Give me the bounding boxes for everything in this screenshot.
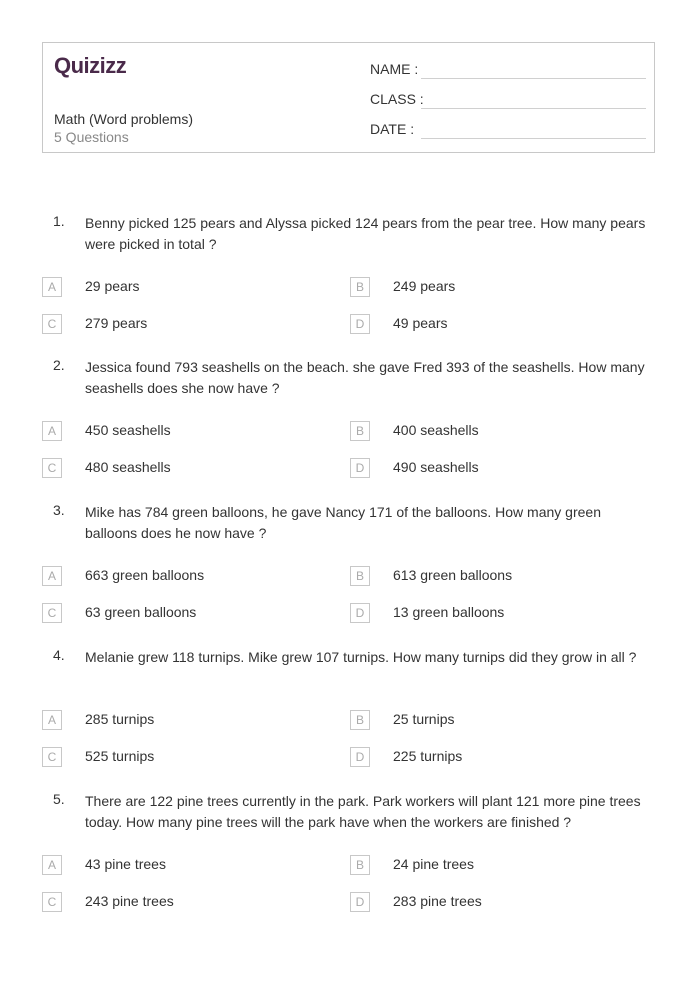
question-text: Jessica found 793 seashells on the beach. she gave Fred 393 of the seashells. How many seashells does she now have ? (85, 359, 645, 396)
option-text: 29 pears (85, 278, 140, 294)
option-text: 490 seashells (393, 459, 479, 475)
option-text: 25 turnips (393, 711, 455, 727)
class-label: CLASS : (370, 91, 424, 107)
question-text: Benny picked 125 pears and Alyssa picked 124 pears from the pear tree. How many pears were picked in total ? (85, 215, 646, 252)
question-number: 3. (53, 502, 65, 518)
name-label: NAME : (370, 61, 419, 77)
option-letter-box: D (350, 747, 370, 767)
option-letter-box: D (350, 892, 370, 912)
option-text: 283 pine trees (393, 893, 482, 909)
name-line (421, 78, 646, 79)
quizizz-logo: Quizizz (54, 53, 127, 78)
option-letter-box: B (350, 566, 370, 586)
option-letter-box: B (350, 277, 370, 297)
date-line (421, 138, 646, 139)
option-letter-box: C (42, 603, 62, 623)
option-letter-box: B (350, 710, 370, 730)
option-text: 49 pears (393, 315, 448, 331)
option-letter-box: B (350, 421, 370, 441)
date-label: DATE : (370, 121, 415, 137)
option-letter-box: D (350, 603, 370, 623)
worksheet-title: Math (Word problems) (54, 111, 194, 127)
class-line (421, 108, 646, 109)
option-text: 400 seashells (393, 422, 479, 438)
question-text: There are 122 pine trees currently in the park. Park workers will plant 121 more pine trees today. How many pine trees will the park have when the workers are finished ? (85, 793, 641, 830)
option-text: 243 pine trees (85, 893, 174, 909)
option-letter-box: A (42, 710, 62, 730)
option-text: 285 turnips (85, 711, 155, 727)
option-letter-box: C (42, 458, 62, 478)
option-letter-box: D (350, 314, 370, 334)
worksheet-header (42, 42, 655, 153)
option-text: 613 green balloons (393, 567, 513, 583)
option-letter-box: A (42, 421, 62, 441)
question-text: Melanie grew 118 turnips. Mike grew 107 turnips. How many turnips did they grow in all ? (85, 649, 637, 665)
option-text: 13 green balloons (393, 604, 505, 620)
option-letter-box: B (350, 855, 370, 875)
option-letter-box: D (350, 458, 370, 478)
option-letter-box: A (42, 855, 62, 875)
option-text: 480 seashells (85, 459, 171, 475)
option-text: 225 turnips (393, 748, 463, 764)
question-count: 5 Questions (54, 129, 129, 145)
option-text: 63 green balloons (85, 604, 197, 620)
question-text: Mike has 784 green balloons, he gave Nancy 171 of the balloons. How many green balloons does he now have ? (85, 504, 601, 541)
option-letter-box: C (42, 747, 62, 767)
question-number: 2. (53, 357, 65, 373)
question-number: 1. (53, 213, 65, 229)
option-letter-box: C (42, 314, 62, 334)
option-text: 450 seashells (85, 422, 171, 438)
option-text: 663 green balloons (85, 567, 205, 583)
option-letter-box: A (42, 566, 62, 586)
option-text: 249 pears (393, 278, 456, 294)
question-number: 5. (53, 791, 65, 807)
option-text: 525 turnips (85, 748, 155, 764)
option-text: 24 pine trees (393, 856, 474, 872)
option-letter-box: C (42, 892, 62, 912)
option-text: 43 pine trees (85, 856, 166, 872)
option-letter-box: A (42, 277, 62, 297)
option-text: 279 pears (85, 315, 148, 331)
question-number: 4. (53, 647, 65, 663)
